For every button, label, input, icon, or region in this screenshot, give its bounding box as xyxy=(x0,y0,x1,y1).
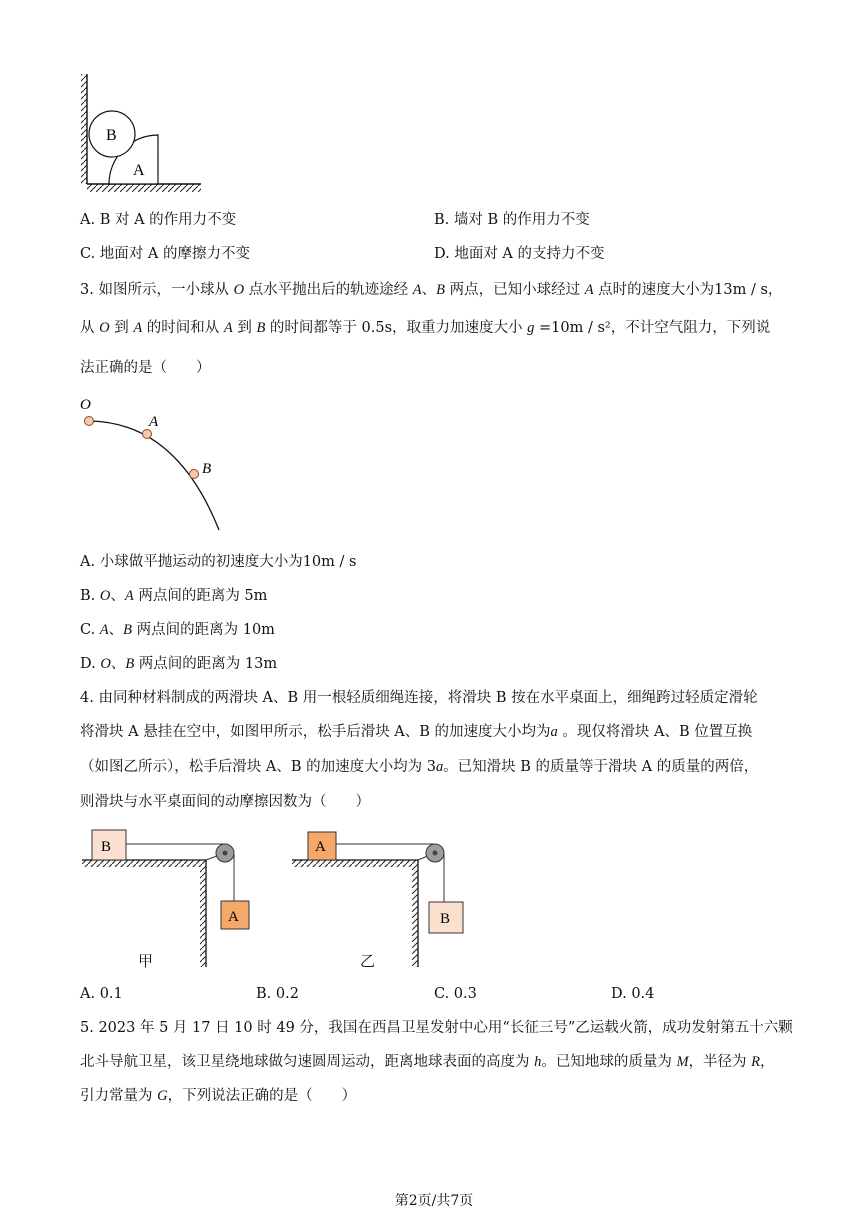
block-a-label: A xyxy=(228,909,239,925)
label-b: B xyxy=(106,127,117,144)
point-o xyxy=(85,417,94,426)
block-b-label: B xyxy=(101,839,112,855)
caption-jia: 甲 xyxy=(138,952,154,970)
label-b: B xyxy=(202,461,212,477)
q5-line-1: 5. 2023 年 5 月 17 日 10 时 49 分，我国在西昌卫星发射中心用“长征三号”乙运载火箭，成功发射第五十六颗 xyxy=(80,1020,793,1036)
pulley-axle xyxy=(433,851,438,856)
label-a: A xyxy=(149,414,159,430)
q3-option-b: B. O、A 两点间的距离为 5m xyxy=(80,588,268,604)
table-hatch xyxy=(292,860,418,867)
q2-option-a: A. B 对 A 的作用力不变 xyxy=(80,212,237,228)
q2-option-c: C. 地面对 A 的摩擦力不变 xyxy=(80,246,250,262)
q3-option-c: C. A、B 两点间的距离为 10m xyxy=(80,622,275,638)
q2-figure xyxy=(78,72,204,196)
point-a xyxy=(143,430,152,439)
point-b xyxy=(190,470,199,479)
q3-line-2: 从 O 到 A 的时间和从 A 到 B 的时间都等于 0.5s，取重力加速度大小 g =10m / s²，不计空气阻力，下列说 xyxy=(80,320,771,336)
q4-option-a: A. 0.1 xyxy=(80,986,123,1002)
q4-line-3: （如图乙所示），松手后滑块 A、B 的加速度大小均为 3a。已知滑块 B 的质量等于滑块 A 的质量的两倍， xyxy=(80,759,759,775)
q4-option-c: C. 0.3 xyxy=(434,986,477,1002)
q5-line-2: 北斗导航卫星，该卫星绕地球做匀速圆周运动，距离地球表面的高度为 h。已知地球的质量为 M，半径为 R， xyxy=(80,1054,775,1070)
wall-hatch xyxy=(81,74,87,184)
label-o: O xyxy=(80,397,91,413)
block-b-label: B xyxy=(440,911,451,927)
q3-option-d: D. O、B 两点间的距离为 13m xyxy=(80,656,278,672)
q3-line-1: 3. 如图所示，一小球从 O 点水平抛出后的轨迹途经 A、B 两点，已知小球经过 A 点时的速度大小为13m / s， xyxy=(80,282,783,298)
trajectory-curve xyxy=(89,421,219,530)
q4-line-2: 将滑块 A 悬挂在空中，如图甲所示，松手后滑块 A、B 的加速度大小均为a 。现仅将滑块 A、B 位置互换 xyxy=(80,724,753,740)
block-a-label: A xyxy=(315,839,326,855)
q4-figure-jia xyxy=(76,822,256,972)
page-number: 第2页/共7页 xyxy=(394,1193,474,1209)
table-side-hatch xyxy=(412,867,418,967)
label-a: A xyxy=(133,162,145,179)
q3-figure xyxy=(76,392,236,536)
q4-line-4: 则滑块与水平桌面间的动摩擦因数为（ ） xyxy=(80,794,370,810)
q4-line-1: 4. 由同种材料制成的两滑块 A、B 用一根轻质细绳连接，将滑块 B 按在水平桌面上，细绳跨过轻质定滑轮 xyxy=(80,690,758,706)
q4-option-b: B. 0.2 xyxy=(256,986,299,1002)
q5-line-3: 引力常量为 G，下列说法正确的是（ ） xyxy=(80,1088,357,1104)
pulley-axle xyxy=(223,851,228,856)
q2-option-b: B. 墙对 B 的作用力不变 xyxy=(434,212,590,228)
ground-hatch xyxy=(87,184,201,192)
q3-line-3: 法正确的是（ ） xyxy=(80,360,211,376)
table-side-hatch xyxy=(200,867,206,967)
q4-figure-yi xyxy=(286,822,476,972)
q2-option-d: D. 地面对 A 的支持力不变 xyxy=(434,246,605,262)
q4-option-d: D. 0.4 xyxy=(611,986,655,1002)
table-hatch xyxy=(82,860,206,867)
caption-yi: 乙 xyxy=(360,952,376,970)
q3-option-a: A. 小球做平抛运动的初速度大小为10m / s xyxy=(80,554,357,570)
